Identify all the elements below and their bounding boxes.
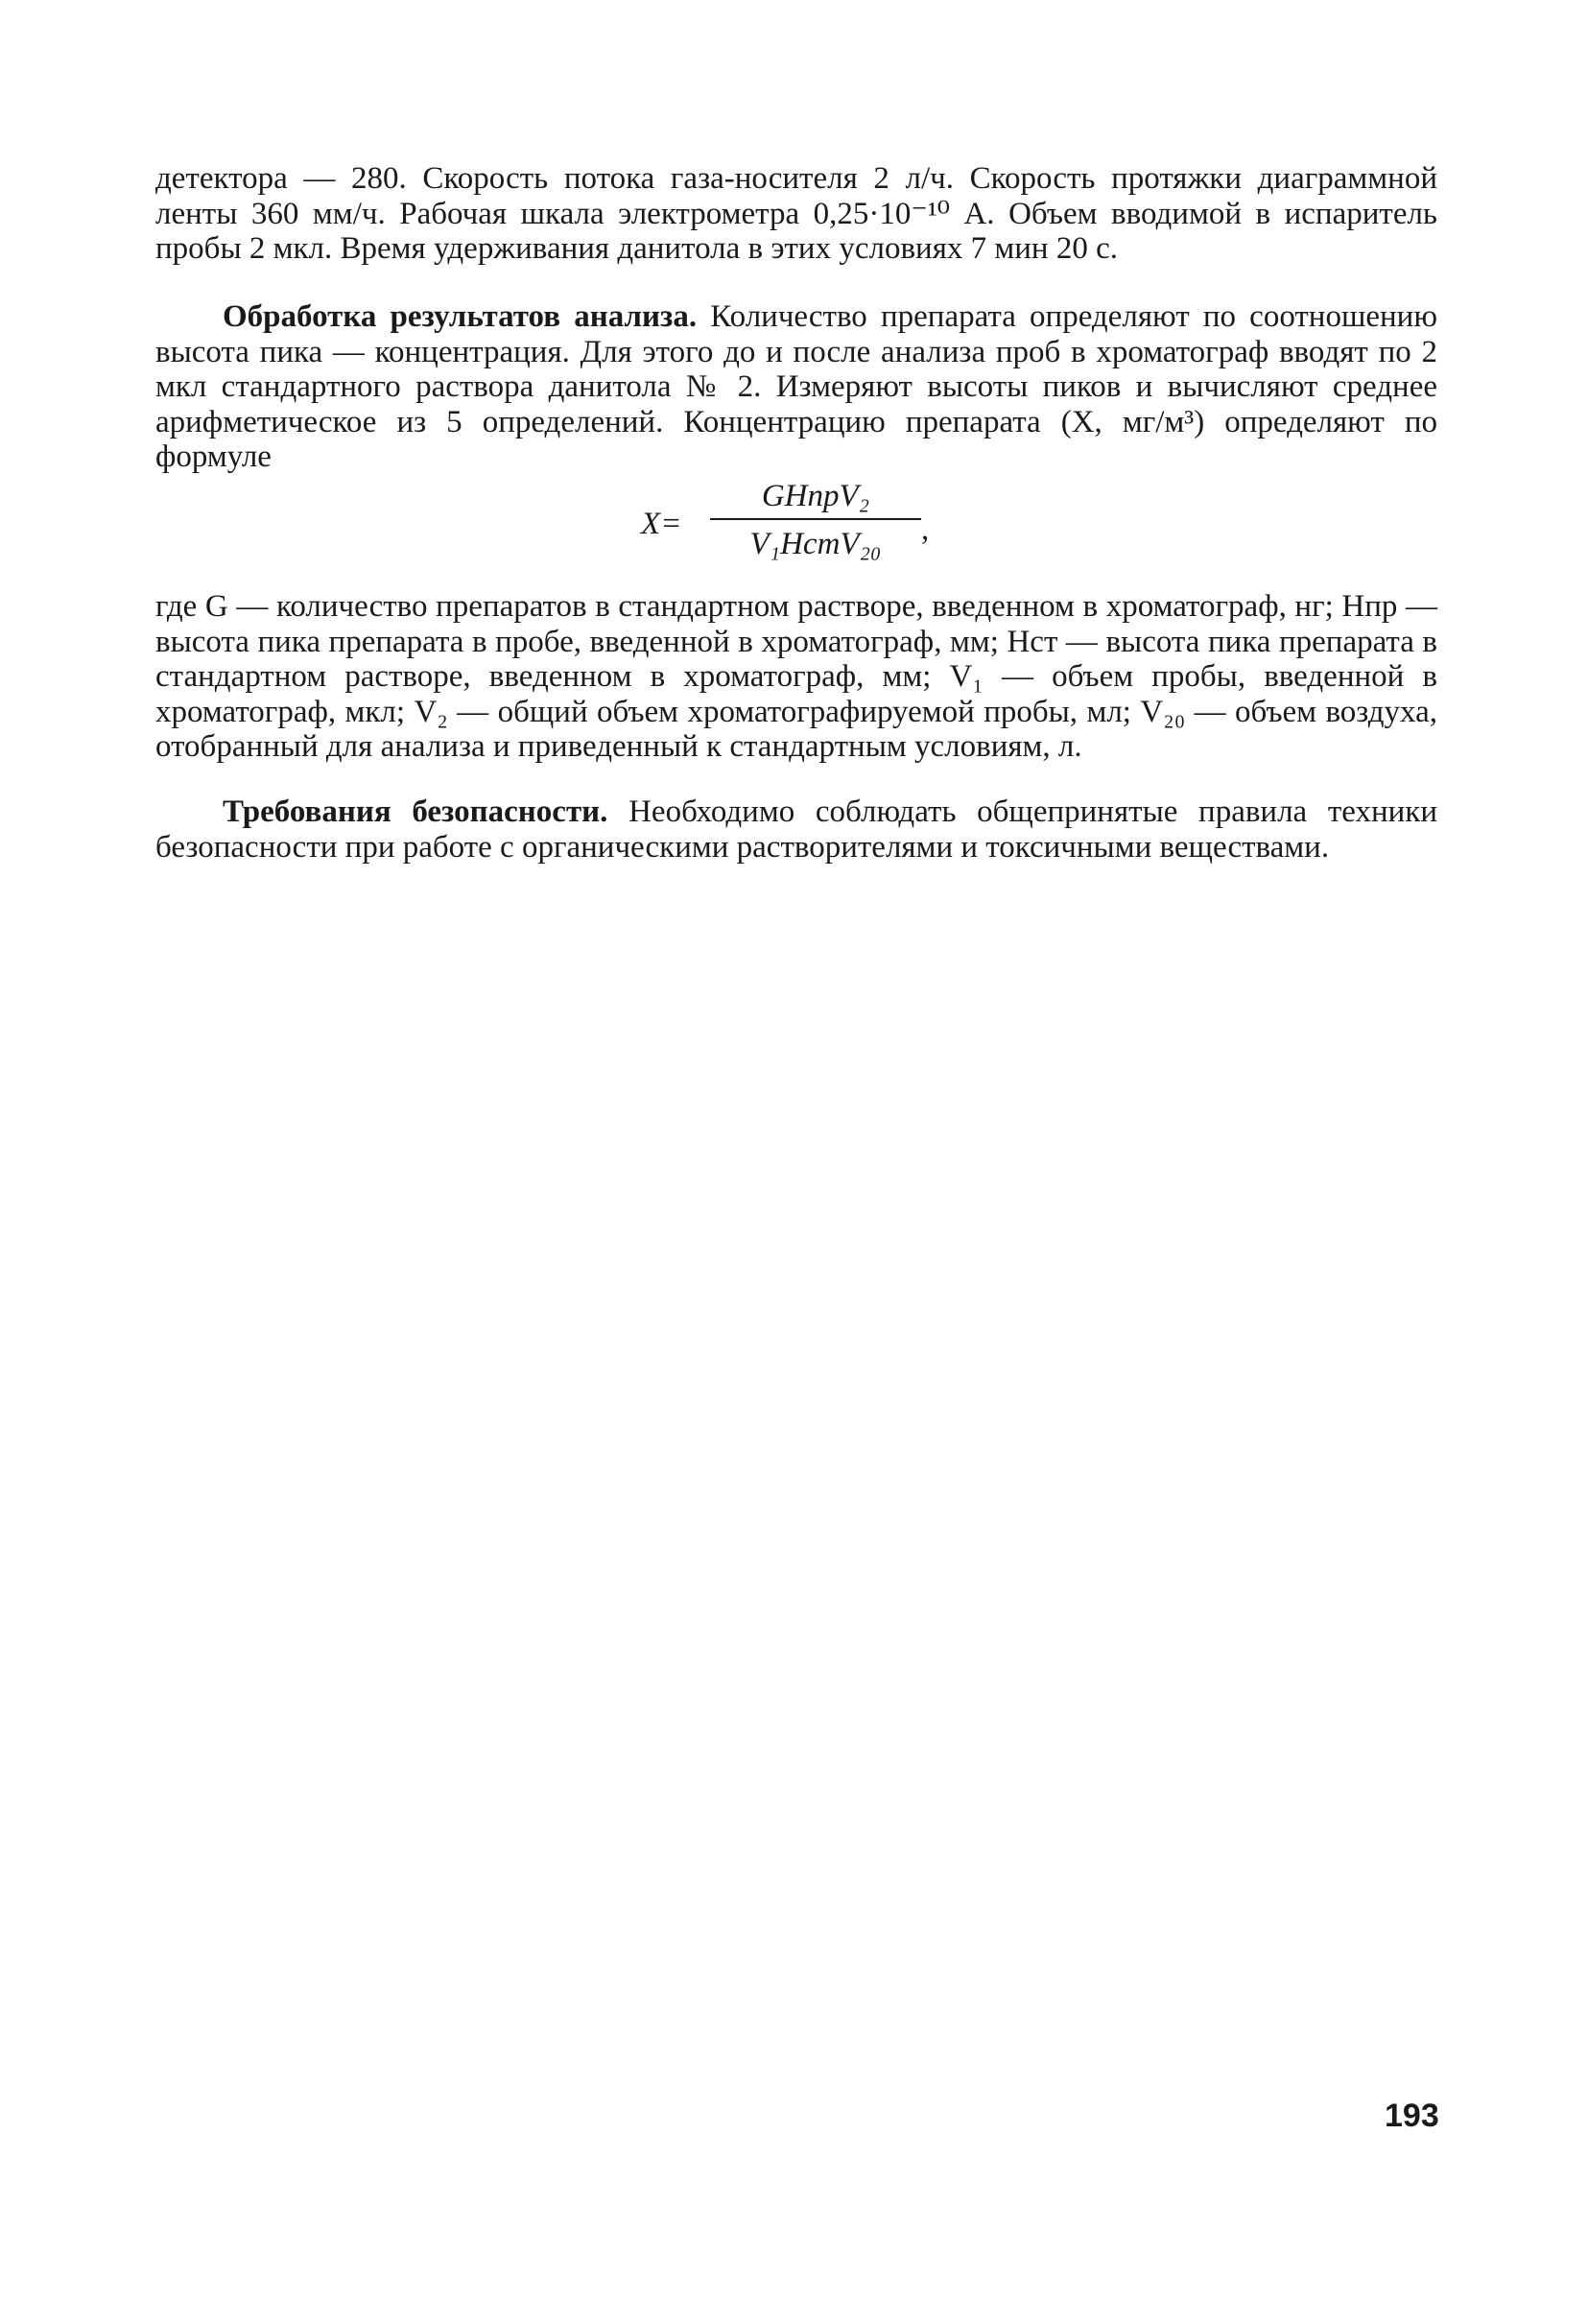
paragraph-results-processing (155, 299, 1437, 475)
paragraph-variable-definitions: где G — количество препаратов в стандартном растворе, введенном в хроматограф, нг; Hпр — высота пика препарата в пробе, введенной в хроматограф, мм; Hст — высота пика препарата в стандартном растворе, введенном в хроматограф, мм; V₁ — объем пробы, введенной в хроматограф, мкл; V₂ — общий объем хроматографируемой пробы, мл; V₂₀ — объем воздуха, отобранный для анализа и приведенный к стандартным условиям, л. (155, 589, 1437, 764)
fraction-bar (710, 518, 921, 520)
formula-lhs: X= (641, 507, 682, 541)
paragraph-detector-settings: детектора — 280. Скорость потока газа-носителя 2 л/ч. Скорость протяжки диаграммной ленты 360 мм/ч. Рабочая шкала электрометра 0,25·10⁻¹⁰ А. Объем вводимой в испаритель пробы 2 мкл. Время удерживания данитола в этих условиях 7 мин 20 с. (155, 161, 1437, 266)
formula-denominator: V₁HстV₂₀ (749, 527, 882, 561)
results-processing-heading: Обработка результатов анализа. (223, 299, 698, 334)
page-number: 193 (1385, 2098, 1439, 2134)
safety-requirements-heading: Требования безопасности. (223, 794, 608, 829)
concentration-formula (633, 478, 979, 583)
formula-fraction (710, 478, 921, 562)
formula-comma: , (921, 512, 930, 547)
formula-numerator: GHпрV₂ (761, 479, 870, 513)
paragraph-safety-requirements (155, 794, 1437, 865)
safety-requirements-body: Необходимо соблюдать общепринятые правила техники безопасности при работе с органическими растворителями и токсичными веществами. (155, 794, 1438, 865)
results-processing-body: Количество препарата определяют по соотношению высота пика — концентрация. Для этого до и после анализа проб в хроматограф вводят по 2 мкл стандартного раствора данитола № 2. Измеряют высоты пиков и вычисляют среднее арифметическое из 5 определений. Концентрацию препарата (X, мг/м³) определяют по формуле (155, 299, 1437, 474)
